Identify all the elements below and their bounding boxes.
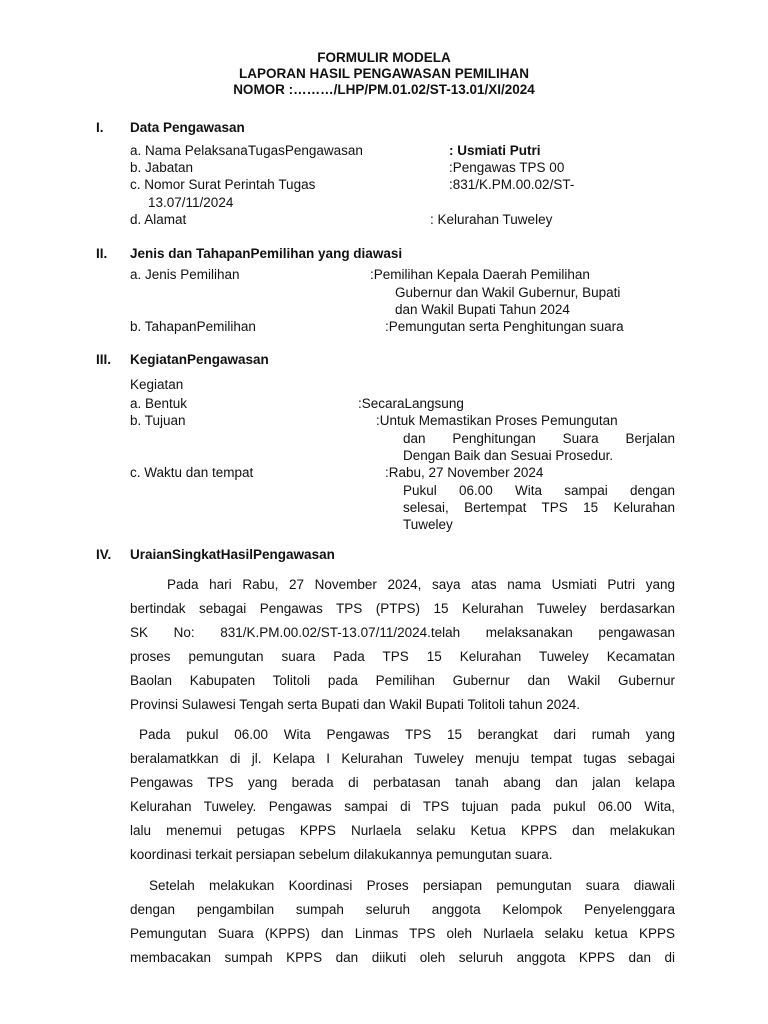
kegiatan-label: Kegiatan [130,377,184,392]
field-label-nama: a. Nama PelaksanaTugasPengawasan [130,143,363,158]
field-value-nomor-surat-cont: 13.07/11/2024 [148,195,234,210]
field-value-waktu-1: :Rabu, 27 November 2024 [385,465,544,480]
field-value-jenis-pemilihan-1: :Pemilihan Kepala Daerah Pemilihan [370,267,590,282]
paragraph-2-line: koordinasi terkait persiapan sebelum dilakukannya pemungutan suara. [130,847,553,862]
paragraph-3 [130,874,675,970]
paragraph-1-line: bertindak sebagai Pengawas TPS (PTPS) 15 Kelurahan Tuweley berdasarkan [130,601,675,616]
paragraph-2-line: Kelurahan Tuweley. Pengawas sampai di TPS tujuan pada pukul 06.00 Wita, [130,799,675,814]
section-4-title: UraianSingkatHasilPengawasan [130,547,335,562]
paragraph-1-line: Baolan Kabupaten Tolitoli pada Pemilihan Gubernur dan Wakil Gubernur [130,673,675,688]
field-value-tujuan-1: :Untuk Memastikan Proses Pemungutan [376,413,618,428]
section-2-number: II. [96,246,108,261]
paragraph-2-line: Pengawas TPS yang berada di perbatasan tanah abang dan jalan kelapa [130,775,675,790]
paragraph-1-line: SK No: 831/K.PM.00.02/ST-13.07/11/2024.telah melaksanakan pengawasan [130,625,675,640]
paragraph-1-line: Pada hari Rabu, 27 November 2024, saya atas nama Usmiati Putri yang [167,577,675,592]
field-label-bentuk: a. Bentuk [130,396,188,411]
report-title: LAPORAN HASIL PENGAWASAN PEMILIHAN [238,66,530,81]
section-2-title: Jenis dan TahapanPemilihan yang diawasi [130,246,403,261]
field-value-jenis-pemilihan-2: Gubernur dan Wakil Gubernur, Bupati [395,285,621,300]
field-label-jabatan: b. Jabatan [130,160,194,175]
paragraph-3-line: Setelah melakukan Koordinasi Proses persiapan pemungutan suara diawali [149,878,675,893]
report-number: NOMOR :………/LHP/PM.01.02/ST-13.01/XI/2024 [233,82,535,97]
field-label-jenis-pemilihan: a. Jenis Pemilihan [130,267,240,282]
field-value-waktu-3: selesai, Bertempat TPS 15 Kelurahan [403,500,675,515]
field-value-waktu-2: Pukul 06.00 Wita sampai dengan [403,483,675,498]
field-label-tujuan: b. Tujuan [130,413,186,428]
paragraph-2-line: lalu menemui petugas KPPS Nurlaela selaku Ketua KPPS dan melakukan [130,823,675,838]
field-label-nomor-surat: c. Nomor Surat Perintah Tugas [130,177,316,192]
paragraph-1-line: proses pemungutan suara Pada TPS 15 Kelurahan Tuweley Kecamatan [130,649,675,664]
paragraph-3-line: Pemungutan Suara (KPPS) dan Linmas TPS oleh Nurlaela selaku ketua KPPS [130,926,675,941]
field-value-tahapan: :Pemungutan serta Penghitungan suara [385,319,624,334]
paragraph-3-line: membacakan sumpah KPPS dan diikuti oleh seluruh anggota KPPS dan di [130,950,675,965]
field-value-nama: : Usmiati Putri [449,143,541,158]
section-1-number: I. [96,120,104,135]
field-value-jabatan: :Pengawas TPS 00 [449,160,565,175]
paragraph-1-line: Provinsi Sulawesi Tengah serta Bupati dan Wakil Bupati Tolitoli tahun 2024. [130,697,581,712]
paragraph-2-line: beralamatkkan di jl. Kelapa I Kelurahan Tuweley menuju tempat tugas sebagai [130,751,675,766]
section-3-number: III. [96,352,112,367]
field-value-bentuk: :SecaraLangsung [358,396,464,411]
section-1-title: Data Pengawasan [130,120,245,135]
section-4-number: IV. [96,547,112,562]
section-3-title: KegiatanPengawasan [130,352,269,367]
field-value-tujuan-2: dan Penghitungan Suara Berjalan [403,431,675,446]
paragraph-1 [130,573,675,717]
field-label-alamat: d. Alamat [130,212,187,227]
paragraph-2 [130,723,675,867]
field-value-jenis-pemilihan-3: dan Wakil Bupati Tahun 2024 [395,302,570,317]
field-value-alamat: : Kelurahan Tuweley [430,212,553,227]
field-label-tahapan: b. TahapanPemilihan [130,319,256,334]
form-title: FORMULIR MODELA [317,50,451,65]
paragraph-2-line: Pada pukul 06.00 Wita Pengawas TPS 15 berangkat dari rumah yang [139,727,675,742]
paragraph-3-line: dengan pengambilan sumpah seluruh anggota Kelompok Penyelenggara [130,902,675,917]
field-value-tujuan-3: Dengan Baik dan Sesuai Prosedur. [403,448,614,463]
field-value-nomor-surat: :831/K.PM.00.02/ST- [449,177,575,192]
field-value-waktu-4: Tuweley [403,517,453,532]
field-label-waktu-tempat: c. Waktu dan tempat [130,465,254,480]
